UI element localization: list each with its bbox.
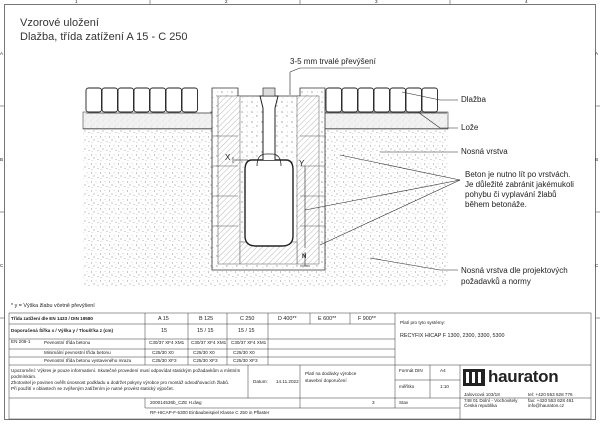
table-row-2-label: Pevnostní třída betonu	[44, 340, 91, 345]
hatch-right	[297, 96, 319, 264]
border-row-a-right: A	[595, 51, 599, 56]
file-name: 200014536b_CZE H.dwg	[150, 400, 202, 405]
paving-stone	[342, 88, 358, 112]
class-b125: B 125	[199, 316, 214, 322]
paving-stone	[118, 88, 134, 112]
label-paving: Dlažba	[461, 95, 486, 104]
date-label: Datum:	[253, 379, 268, 384]
frost-b125: C25/30 XF3	[193, 358, 218, 363]
paving-stone	[422, 88, 438, 112]
scale-value: 1:10	[440, 384, 449, 389]
class-a15: A 15	[158, 316, 169, 322]
min-c250: C25/30 X0	[233, 350, 255, 355]
paving-stone	[326, 88, 342, 112]
applies-to-systems: RECYFIX HICAP F 1300, 2300, 3300, 5300	[400, 333, 505, 339]
label-bedding: Lože	[461, 123, 479, 132]
border-col-2: 2	[225, 0, 228, 4]
paving-stones-right	[326, 88, 438, 112]
class-d400: D 400**	[278, 316, 297, 322]
contacts: tel: +420 553 628 776 fax: +420 553 628 461 info@hauraton.cz	[528, 392, 574, 408]
frost-c250: C25/30 XF3	[233, 358, 258, 363]
disclaimer: Upozornění: Výkres je pouze informativní. Skutečné provedení musí odpovídat statickým požadavkům a místním podmínkám. Zhotovitel je povinen ověřit únosnost podkladu a dodržet pokyny výrobce pro montáž odvodňovacích žlabů. Při použití v oblastech se zvýšeným zatížením je nutné provést statický výpočet.	[11, 368, 241, 391]
border-col-3: 3	[375, 0, 378, 4]
dim-y: Y	[299, 159, 305, 168]
table-row-1-label: Doporučená Šířka x / Výška y / Tloušťka z (cm)	[11, 328, 114, 333]
border-row-a: A	[0, 51, 4, 56]
dims-b125: 15 / 15	[197, 328, 214, 334]
hauraton-logo-mark	[463, 369, 485, 386]
border-row-b-right: B	[595, 157, 599, 162]
label-base: Nosná vrstva	[461, 147, 508, 156]
paving-stone	[406, 88, 422, 112]
title-line-1: Vzorové uložení	[20, 17, 99, 29]
format-value: A4	[440, 368, 446, 373]
footnote: * y = Výška žlabu včetně převýšení	[11, 303, 95, 309]
class-e600: E 600**	[318, 316, 337, 322]
dims-a15: 15	[161, 328, 167, 334]
paving-stone	[182, 88, 198, 112]
concrete-note: Beton je nutno lít po vrstvách. Je důležité zabránit jakémukoli pohybu či vyplavání žlabů během betonáže.	[465, 170, 574, 209]
applies-to-label: Platí pro tyto systémy:	[400, 320, 446, 325]
hauraton-logo-text: hauraton	[488, 367, 559, 386]
min-b125: C25/30 X0	[193, 350, 215, 355]
label-gap: 3-5 mm trvalé převýšení	[290, 57, 376, 66]
date-value: 14.11.2022	[276, 379, 299, 384]
channel-neck	[260, 96, 278, 160]
paving-stone	[150, 88, 166, 112]
slot-grate	[263, 88, 275, 96]
border-row-c: C	[0, 263, 4, 268]
border-col-1: 1	[75, 0, 78, 4]
paving-stone	[358, 88, 374, 112]
valid-label: Platí na dodávky výrobce	[305, 371, 357, 376]
paving-stone	[166, 88, 182, 112]
table-row-4-label: Pevnostní třída betonu vystaveného mrazu	[44, 358, 132, 363]
border-col-4: 4	[525, 0, 528, 4]
cross-section	[83, 68, 460, 286]
table-row-2-norm: EN 206-1	[11, 339, 31, 344]
paving-stone	[102, 88, 118, 112]
title-line-2: Dlažba, třída zatížení A 15 - C 250	[20, 31, 188, 43]
address: Jalovcová 103/18 748 01 Dolní - Vochovitely Česká republika	[464, 392, 518, 408]
format-label: Formát DIN	[399, 368, 423, 373]
border-row-c-right: C	[595, 263, 599, 268]
border-row-b: B	[0, 157, 4, 162]
hatch-left	[218, 96, 240, 264]
min-a15: C25/30 X0	[152, 350, 174, 355]
paving-stone	[390, 88, 406, 112]
sheet-number: 3	[372, 400, 375, 405]
conc-b125: C30/37 XF4 XM1	[191, 340, 227, 345]
drawing-title: RF-HICAP-F-5300 Einbaubeispiel Klasse C 250 in Pflaster	[150, 410, 270, 415]
paving-stone	[134, 88, 150, 112]
dim-n: N	[302, 254, 307, 260]
conc-c250: C30/37 XF4 XM1	[231, 340, 267, 345]
frost-a15: C25/30 XF3	[152, 358, 177, 363]
paving-stones-left	[86, 88, 198, 112]
class-c250: C 250	[240, 316, 255, 322]
scale-label: měřítko	[399, 384, 415, 389]
table-row-3-label: Minimální pevnostní třída betonu	[44, 350, 111, 355]
paving-stone	[374, 88, 390, 112]
drain-channel	[245, 160, 293, 246]
base-note: Nosná vrstva dle projektových požadavků a normy	[461, 266, 568, 286]
conc-a15: C30/37 XF4 XM1	[149, 340, 185, 345]
table-row-0-label: Třída zatížení dle EN 1433 / DIN 19580	[11, 316, 93, 321]
state-label: Stav	[399, 400, 409, 405]
dim-x: X	[225, 153, 231, 162]
class-f900: F 900**	[358, 316, 376, 322]
dims-c250: 15 / 15	[238, 328, 255, 334]
paving-stone	[86, 88, 102, 112]
valid-label-2: stavební doporučení	[305, 378, 347, 383]
